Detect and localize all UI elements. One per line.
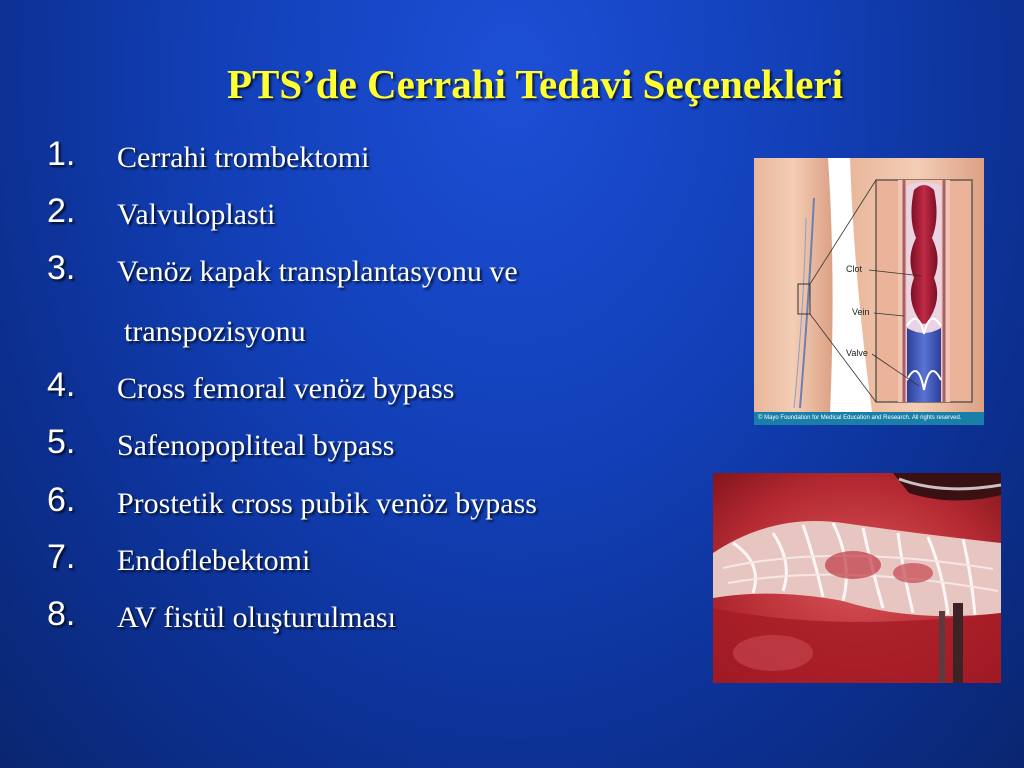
- item-number: 4.: [47, 366, 76, 404]
- clot-label: Clot: [846, 264, 863, 274]
- item-label: Valvuloplasti: [117, 198, 276, 231]
- item-number: 1.: [47, 135, 76, 173]
- item-label: Endoflebektomi: [117, 544, 311, 577]
- item-label-continuation: transpozisyonu: [124, 315, 306, 348]
- vein-clot-illustration: [754, 158, 984, 425]
- item-label: Cerrahi trombektomi: [117, 141, 370, 174]
- copyright-caption: © Mayo Foundation for Medical Education and Research. All rights reserved.: [754, 412, 984, 425]
- item-label: Safenopopliteal bypass: [117, 429, 395, 462]
- item-label: Cross femoral venöz bypass: [117, 372, 455, 405]
- surgical-field-image: [713, 473, 1001, 683]
- vein-label: Vein: [852, 307, 870, 317]
- item-number: 3.: [47, 249, 76, 287]
- slide-title: PTS’de Cerrahi Tedavi Seçenekleri: [226, 61, 844, 107]
- item-label: Venöz kapak transplantasyonu ve: [117, 255, 518, 288]
- item-number: 6.: [47, 481, 76, 519]
- item-number: 7.: [47, 538, 76, 576]
- item-number: 2.: [47, 192, 76, 230]
- item-label: AV fistül oluşturulması: [117, 601, 396, 634]
- item-number: 5.: [47, 423, 76, 461]
- surgical-photo: [713, 473, 1001, 683]
- leg-vein-diagram: [754, 158, 984, 425]
- item-label: Prostetik cross pubik venöz bypass: [117, 487, 537, 520]
- valve-label: Valve: [846, 348, 868, 358]
- item-number: 8.: [47, 595, 76, 633]
